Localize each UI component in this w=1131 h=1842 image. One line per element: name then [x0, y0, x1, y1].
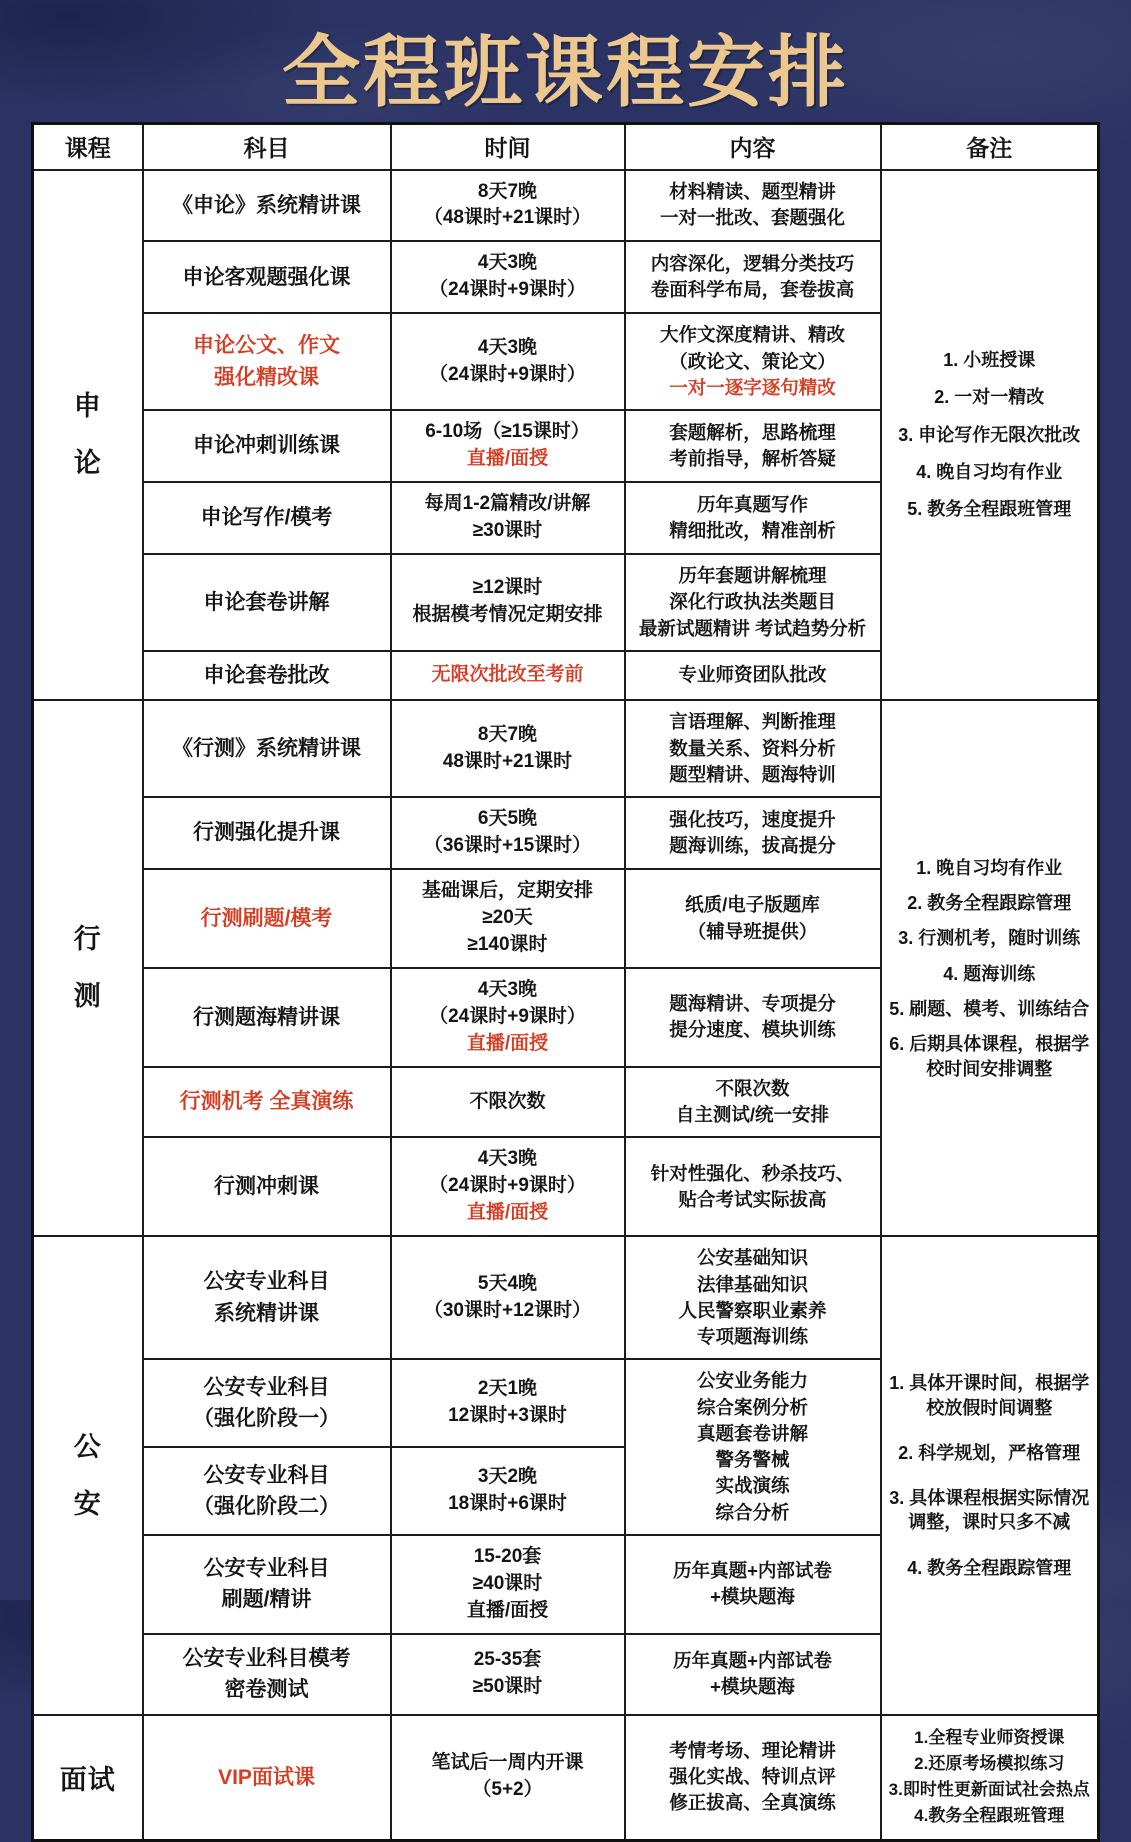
cell-line: 申论冲刺训练课	[193, 434, 340, 458]
column-header-3: 内容	[625, 124, 881, 170]
content-cell	[625, 482, 881, 554]
cell-line: （辅导班提供）	[687, 920, 818, 942]
cell-line: 最新试题精讲 考试趋势分析	[638, 617, 867, 639]
schedule-table	[31, 122, 1100, 1842]
group-label-char: 安	[73, 1488, 102, 1519]
time-cell	[391, 1715, 625, 1840]
time-cell	[391, 869, 625, 968]
cell-line: 申论写作/模考	[200, 506, 333, 530]
cell-line: 申论公文、作文	[193, 334, 340, 358]
cell-line: （24课时+9课时）	[429, 1175, 586, 1197]
subject-cell	[143, 869, 391, 968]
subject-cell	[143, 170, 391, 242]
cell-line: 套题解析，思路梳理	[669, 421, 836, 443]
cell-line: 历年套题讲解梳理	[678, 565, 827, 587]
cell-line: 申论套卷讲解	[203, 590, 330, 614]
content-cell	[625, 1067, 881, 1138]
note-item: 3. 行测机考，随时训练	[898, 928, 1081, 949]
cell-line: 综合案例分析	[696, 1396, 808, 1418]
subject-cell	[143, 700, 391, 797]
cell-line: 不限次数	[715, 1077, 790, 1099]
content-cell	[625, 1359, 881, 1535]
time-cell	[391, 313, 625, 410]
cell-line: 行测强化提升课	[193, 821, 340, 845]
content-cell	[625, 1634, 881, 1715]
note-item: 4. 题海训练	[943, 963, 1036, 984]
time-cell	[391, 1535, 625, 1634]
content-cell	[625, 700, 881, 797]
cell-line: 公安基础知识	[696, 1247, 808, 1269]
cell-line: 卷面科学布局，套卷拔高	[650, 279, 855, 301]
cell-line: 12课时+3课时	[448, 1405, 567, 1427]
cell-line: 公安专业科目模考	[182, 1646, 351, 1670]
column-header-0: 课程	[33, 124, 143, 170]
note-item: 6. 后期具体课程，根据学校时间安排调整	[889, 1034, 1090, 1079]
note-item: 2. 科学规划，严格管理	[898, 1442, 1081, 1463]
cell-line: 针对性强化、秒杀技巧、	[650, 1162, 855, 1184]
cell-line: 4天3晚	[477, 978, 538, 1000]
cell-line: 不限次数	[469, 1090, 546, 1112]
cell-line: 15-20套	[473, 1545, 542, 1567]
note-item: 4.教务全程跟班管理	[914, 1805, 1065, 1825]
subject-cell	[143, 968, 391, 1067]
cell-line: 历年真题写作	[696, 493, 808, 515]
group-label-xingce	[33, 700, 143, 1236]
cell-line: 行测题海精讲课	[193, 1005, 340, 1029]
cell-line: 材料精读、题型精讲	[669, 181, 836, 203]
cell-line: 密卷测试	[224, 1678, 309, 1702]
cell-line: （强化阶段二）	[193, 1495, 340, 1519]
cell-line: 8天7晚	[477, 180, 538, 202]
note-item: 1. 具体开课时间，根据学校放假时间调整	[889, 1373, 1090, 1418]
note-item: 3.即时性更新面试社会热点	[888, 1779, 1090, 1799]
cell-line: 题海训练，拔高提分	[669, 835, 836, 857]
time-cell	[391, 1137, 625, 1236]
group-label-char: 测	[73, 981, 102, 1012]
cell-line: 48课时+21课时	[442, 750, 573, 772]
cell-line: 申论客观题强化课	[182, 265, 351, 289]
group-label-shenlun	[33, 170, 143, 701]
cell-line: 历年真题+内部试卷	[673, 1650, 832, 1672]
subject-cell	[143, 1535, 391, 1634]
cell-line: 考情考场、理论精讲	[669, 1739, 836, 1761]
cell-line: 2天1晚	[477, 1378, 538, 1400]
time-cell	[391, 700, 625, 797]
cell-line: 根据模考情况定期安排	[412, 604, 603, 626]
cell-line: 一对一批改、套题强化	[659, 207, 845, 229]
subject-cell	[143, 1715, 391, 1840]
notes-cell-mianshi	[881, 1715, 1099, 1840]
cell-line: +模块题海	[710, 1586, 795, 1608]
cell-line: ≥30课时	[472, 520, 543, 542]
cell-line: 4天3晚	[477, 252, 538, 274]
cell-line: （30课时+12课时）	[423, 1299, 592, 1321]
time-cell	[391, 651, 625, 701]
subject-cell	[143, 1634, 391, 1715]
cell-line: 4天3晚	[477, 336, 538, 358]
note-item: 2. 教务全程跟踪管理	[907, 893, 1072, 914]
schedule-table-body	[33, 170, 1099, 1841]
note-item: 3. 申论写作无限次批改	[898, 424, 1081, 445]
subject-cell	[143, 1236, 391, 1359]
note-item: 2.还原考场模拟练习	[914, 1753, 1065, 1773]
cell-line: 申论套卷批改	[203, 663, 330, 687]
note-item: 1. 晚自习均有作业	[916, 857, 1063, 878]
content-cell	[625, 1236, 881, 1359]
cell-line: 行测刷题/模考	[200, 906, 333, 930]
cell-line: VIP面试课	[218, 1765, 315, 1789]
notes-cell-xingce	[881, 700, 1099, 1236]
cell-line: （24课时+9课时）	[429, 1005, 586, 1027]
header-row	[33, 124, 1099, 170]
cell-line: 言语理解、判断推理	[669, 711, 836, 733]
time-cell	[391, 482, 625, 554]
group-label-char: 行	[73, 924, 102, 955]
time-cell	[391, 968, 625, 1067]
cell-line: 公安专业科目	[203, 1375, 330, 1399]
time-cell	[391, 1447, 625, 1535]
cell-line: 历年真题+内部试卷	[673, 1560, 832, 1582]
cell-line: 8天7晚	[477, 723, 538, 745]
time-cell	[391, 1634, 625, 1715]
cell-line: ≥50课时	[472, 1676, 543, 1698]
cell-line: 直播/面授	[466, 448, 549, 470]
cell-line: 刷题/精讲	[221, 1588, 312, 1612]
cell-line: 18课时+6课时	[448, 1493, 567, 1515]
time-cell	[391, 554, 625, 651]
group-label-char: 公	[73, 1431, 102, 1462]
cell-line: 《申论》系统精讲课	[172, 193, 361, 217]
cell-line: 直播/面授	[466, 1032, 549, 1054]
cell-line: （48课时+21课时）	[423, 207, 592, 229]
cell-line: 公安专业科目	[203, 1556, 330, 1580]
note-item: 2. 一对一精改	[934, 387, 1045, 408]
cell-line: 无限次批改至考前	[431, 664, 584, 686]
time-cell	[391, 1359, 625, 1447]
cell-line: 强化精改课	[214, 365, 319, 389]
note-item: 4. 教务全程跟踪管理	[907, 1557, 1072, 1578]
content-cell	[625, 410, 881, 482]
cell-line: 笔试后一周内开课	[431, 1752, 584, 1774]
cell-line: +模块题海	[710, 1676, 795, 1698]
cell-line: 专业师资团队批改	[678, 664, 827, 686]
note-item: 4. 晚自习均有作业	[916, 462, 1063, 483]
cell-line: 直播/面授	[466, 1202, 549, 1224]
column-header-1: 科目	[143, 124, 391, 170]
time-cell	[391, 1067, 625, 1138]
cell-line: 25-35套	[473, 1649, 542, 1671]
subject-cell	[143, 1137, 391, 1236]
subject-cell	[143, 651, 391, 701]
group-label-char: 申	[73, 390, 102, 421]
time-cell	[391, 797, 625, 869]
notes-cell-gongan	[881, 1236, 1099, 1715]
cell-line: 修正拔高、全真演练	[669, 1792, 836, 1814]
cell-line: 6天5晚	[477, 808, 538, 830]
cell-line: 综合分析	[715, 1501, 790, 1523]
notes-cell-shenlun	[881, 170, 1099, 701]
cell-line: ≥12课时	[472, 577, 543, 599]
group-label-mianshi: 面试	[33, 1715, 143, 1840]
cell-line: 题型精讲、题海特训	[669, 763, 836, 785]
cell-line: （24课时+9课时）	[429, 363, 586, 385]
time-cell	[391, 170, 625, 242]
cell-line: 每周1-2篇精改/讲解	[424, 493, 591, 515]
cell-line: 大作文深度精讲、精改	[659, 324, 845, 346]
content-cell	[625, 170, 881, 242]
cell-line: 精细批改，精准剖析	[669, 520, 836, 542]
time-cell	[391, 410, 625, 482]
cell-line: ≥40课时	[472, 1572, 543, 1594]
cell-line: 强化实战、特训点评	[669, 1766, 836, 1788]
cell-line: （36课时+15课时）	[423, 835, 592, 857]
cell-line: 公安业务能力	[696, 1370, 808, 1392]
subject-cell	[143, 797, 391, 869]
cell-line: 6-10场（≥15课时）	[425, 421, 590, 443]
subject-cell	[143, 313, 391, 410]
cell-line: 真题套卷讲解	[696, 1422, 808, 1444]
cell-line: ≥20天	[482, 907, 533, 929]
cell-line: 深化行政执法类题目	[669, 591, 836, 613]
cell-line: 行测机考 全真演练	[179, 1090, 354, 1114]
subject-cell	[143, 1067, 391, 1138]
cell-line: ≥140课时	[467, 934, 548, 956]
note-item: 1. 小班授课	[943, 350, 1036, 371]
time-cell	[391, 1236, 625, 1359]
cell-line: 行测冲刺课	[214, 1175, 319, 1199]
time-cell	[391, 241, 625, 313]
cell-line: 5天4晚	[477, 1272, 538, 1294]
row-mianshi-1	[33, 1715, 1099, 1840]
cell-line: 人民警察职业素养	[678, 1299, 827, 1321]
content-cell	[625, 797, 881, 869]
cell-line: 纸质/电子版题库	[685, 894, 820, 916]
row-gongan-1	[33, 1236, 1099, 1359]
content-cell	[625, 313, 881, 410]
cell-line: 内容深化，逻辑分类技巧	[650, 253, 855, 275]
page-title: 全程班课程安排	[281, 28, 849, 116]
cell-line: 考前指导，解析答疑	[669, 448, 836, 470]
content-cell	[625, 968, 881, 1067]
cell-line: 系统精讲课	[214, 1301, 319, 1325]
cell-line: 一对一逐字逐句精改	[669, 376, 836, 398]
note-item: 5. 教务全程跟班管理	[907, 499, 1072, 520]
content-cell	[625, 1715, 881, 1840]
cell-line: 提分速度、模块训练	[669, 1019, 836, 1041]
note-item: 3. 具体课程根据实际情况调整，课时只多不减	[889, 1488, 1090, 1533]
group-label-char: 论	[73, 447, 102, 478]
content-cell	[625, 1137, 881, 1236]
cell-line: 强化技巧，速度提升	[669, 808, 836, 830]
cell-line: 4天3晚	[477, 1148, 538, 1170]
cell-line: （政论文、策论文）	[669, 350, 836, 372]
cell-line: 实战演练	[715, 1475, 790, 1497]
content-cell	[625, 869, 881, 968]
cell-line: （24课时+9课时）	[429, 279, 586, 301]
subject-cell	[143, 554, 391, 651]
row-shenlun-1	[33, 170, 1099, 242]
row-xingce-1	[33, 700, 1099, 797]
cell-line: （5+2）	[472, 1779, 543, 1801]
cell-line: 直播/面授	[466, 1599, 549, 1621]
cell-line: 3天2晚	[477, 1466, 538, 1488]
subject-cell	[143, 241, 391, 313]
cell-line: 题海精讲、专项提分	[669, 993, 836, 1015]
cell-line: （强化阶段一）	[193, 1407, 340, 1431]
cell-line: 自主测试/统一安排	[675, 1104, 830, 1126]
cell-line: 公安专业科目	[203, 1463, 330, 1487]
column-header-4: 备注	[881, 124, 1099, 170]
column-header-2: 时间	[391, 124, 625, 170]
cell-line: 贴合考试实际拔高	[678, 1188, 827, 1210]
cell-line: 公安专业科目	[203, 1270, 330, 1294]
note-item: 1.全程专业师资授课	[914, 1727, 1065, 1747]
note-item: 5. 刷题、模考、训练结合	[889, 998, 1090, 1019]
content-cell	[625, 241, 881, 313]
cell-line: 警务警械	[715, 1449, 790, 1471]
cell-line: 《行测》系统精讲课	[172, 736, 361, 760]
cell-line: 法律基础知识	[696, 1273, 808, 1295]
subject-cell	[143, 1359, 391, 1447]
content-cell	[625, 1535, 881, 1634]
content-cell	[625, 554, 881, 651]
group-label-gongan	[33, 1236, 143, 1715]
cell-line: 数量关系、资料分析	[669, 737, 836, 759]
subject-cell	[143, 1447, 391, 1535]
content-cell	[625, 651, 881, 701]
subject-cell	[143, 482, 391, 554]
subject-cell	[143, 410, 391, 482]
cell-line: 基础课后，定期安排	[421, 880, 593, 902]
cell-line: 专项题海训练	[696, 1326, 808, 1348]
